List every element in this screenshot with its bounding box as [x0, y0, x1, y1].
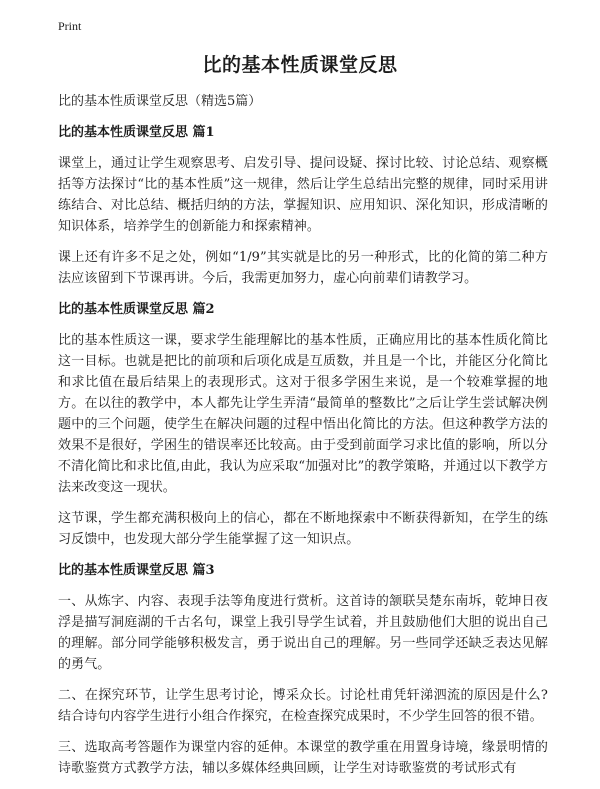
paragraph: 课堂上，通过让学生观察思考、启发引导、提问设疑、探讨比较、讨论总结、观察概括等方法探讨“比的基本性质”这一规律，然后让学生总结出完整的规律，同时采用讲练结合、对比总结、概括归纳的方法，掌握知识、应用知识、深化知识，形成清晰的知识体系，培养学生的创新能力和探索精神。: [58, 156, 548, 234]
print-link[interactable]: Print: [58, 19, 82, 33]
section-heading-2: 比的基本性质课堂反思 篇2: [58, 302, 215, 317]
page-title: 比的基本性质课堂反思: [202, 54, 398, 76]
paragraph: 比的基本性质这一课，要求学生能理解比的基本性质，正确应用比的基本性质化简比这一目标。也就是把比的前项和后项化成是互质数，并且是一个比，并能区分化简比和求比值在最后结果上的表现形式。这对于很多学困生来说，是一个较难掌握的地方。在以往的教学中，本人都先让学生弄清“最简单的整数比”之后让学生尝试解决例题中的三个问题，使学生在解决问题的过程中悟出化简比的方法。但这种教学方法的效果不是很好，学困生的错误率还比较高。由于受到前面学习求比值的影响，所以分不清化简比和求比值,由此，我认为应采取“加强对比”的教学策略，并通过以下教学方法来改变这一现状。: [58, 333, 548, 495]
article-body: [58, 91, 548, 789]
paragraph: 这节课，学生都充满积极向上的信心，都在不断地探索中不断获得新知，在学生的练习反馈中，也发现大部分学生能掌握了这一知识点。: [58, 511, 548, 547]
section-heading-1: 比的基本性质课堂反思 篇1: [58, 125, 215, 140]
paragraph: 一、从炼字、内容、表现手法等角度进行赏析。这首诗的颔联吴楚东南坼，乾坤日夜浮是描写洞庭湖的千古名句，课堂上我引导学生试着，并且鼓励他们大胆的说出自己的理解。部分同学能够积极发言，勇于说出自己的理解。另一些同学还缺乏表达见解的勇气。: [58, 594, 548, 672]
paragraph: 二、在探究环节，让学生思考讨论，博采众长。讨论杜甫凭轩涕泗流的原因是什么?结合诗句内容学生进行小组合作探究，在检查探究成果时，不少学生回答的很不错。: [58, 688, 548, 724]
paragraph: 三、选取高考答题作为课堂内容的延伸。本课堂的教学重在用置身诗境，缘景明情的诗歌鉴赏方式教学方法，辅以多媒体经典回顾，让学生对诗歌鉴赏的考试形式有: [58, 740, 548, 776]
section-heading-3: 比的基本性质课堂反思 篇3: [58, 563, 215, 578]
paragraph: 课上还有许多不足之处，例如“1/9”其实就是比的另一种形式，比的化简的第二种方法应该留到下节课再讲。今后，我需更加努力，虚心向前辈们请教学习。: [58, 250, 548, 286]
article-subtitle: 比的基本性质课堂反思（精选5篇）: [58, 94, 262, 109]
